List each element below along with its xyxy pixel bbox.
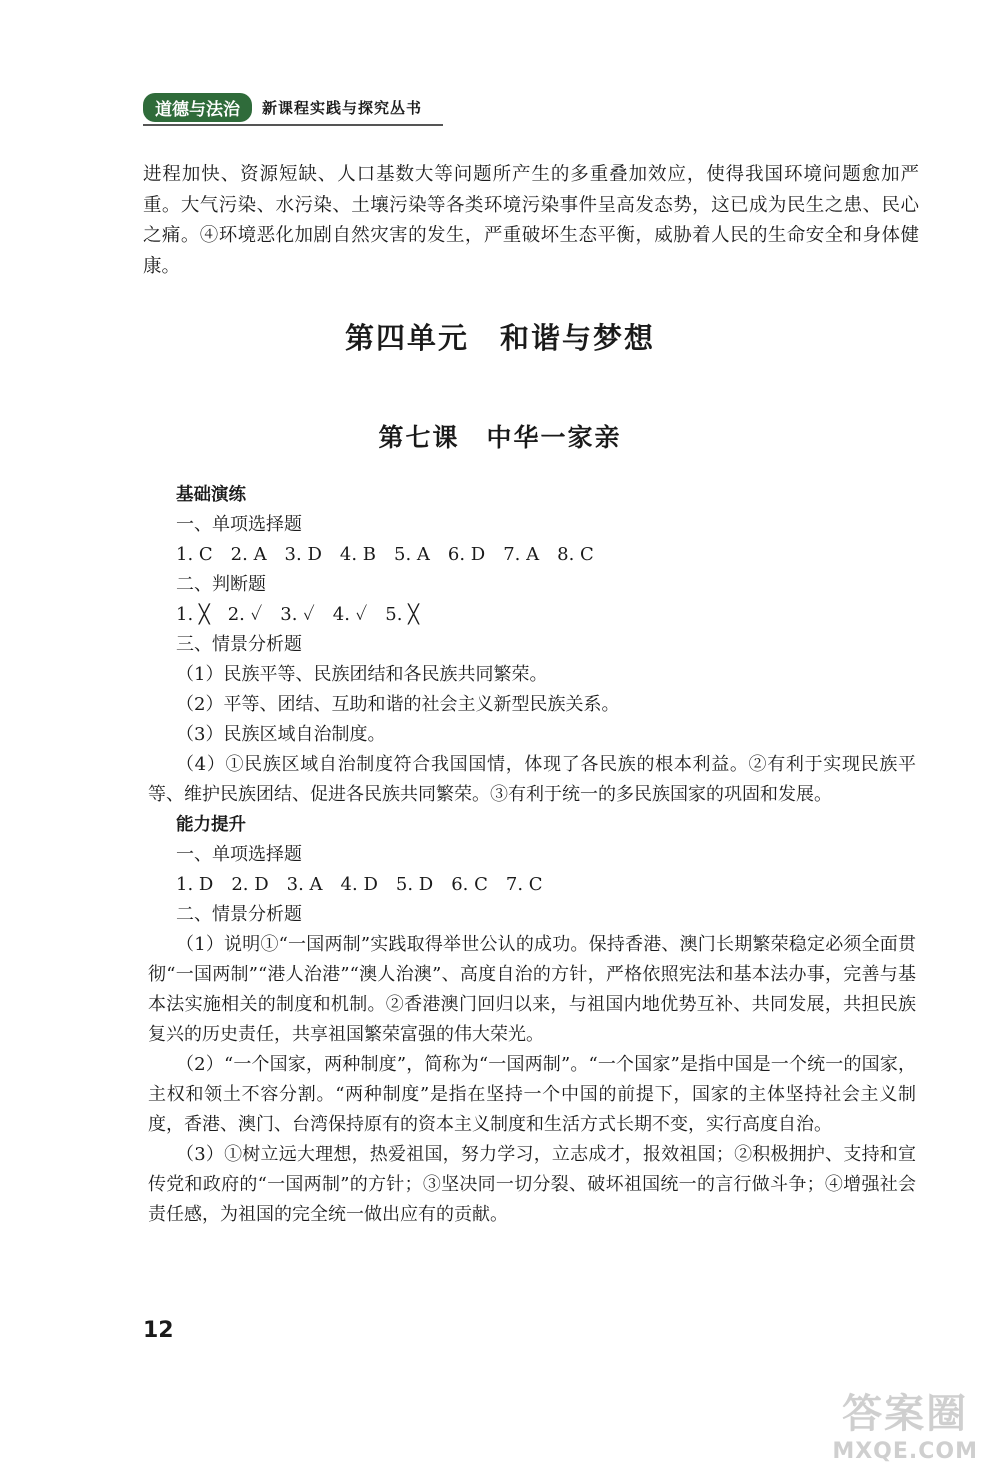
page-number: 12 <box>143 1318 174 1343</box>
answer-line: 1. C 2. A 3. D 4. B 5. A 6. D 7. A 8. C <box>176 544 594 565</box>
series-title: 新课程实践与探究丛书 <box>262 98 423 117</box>
question-title: 一、单项选择题 <box>176 514 302 535</box>
lesson-title: 第七课 中华一家亲 <box>378 423 622 452</box>
subject-badge: 道德与法治 <box>143 93 252 122</box>
question-title: 三、情景分析题 <box>176 634 302 655</box>
question-title: 二、判断题 <box>176 574 266 595</box>
watermark-logo <box>832 1382 978 1464</box>
answer-line: 1. D 2. D 3. A 4. D 5. D 6. C 7. C <box>176 874 543 895</box>
section-heading-basic: 基础演练 <box>176 485 246 505</box>
answer-item: （3）①树立远大理想，热爱祖国，努力学习，立志成才，报效祖国；②积极拥护、支持和宣传党和政府的“一国两制”的方针；③坚决同一切分裂、破坏祖国统一的言行做斗争；④增强社会责任感，为祖国的完全统一做出应有的贡献。 <box>148 1144 916 1225</box>
question-title: 二、情景分析题 <box>176 904 302 925</box>
header-divider <box>143 124 443 126</box>
answer-item: （2）“一个国家，两种制度”，简称为“一国两制”。“一个国家”是指中国是一个统一的国家，主权和领土不容分割。“两种制度”是指在坚持一个中国的前提下，国家的主体坚持社会主义制度，香港、澳门、台湾保持原有的资本主义制度和生活方式长期不变，实行高度自治。 <box>148 1054 916 1135</box>
answer-item: （4）①民族区域自治制度符合我国国情，体现了各民族的根本利益。②有利于实现民族平等、维护民族团结、促进各民族共同繁荣。③有利于统一的多民族国家的巩固和发展。 <box>148 754 916 805</box>
answer-content <box>148 480 916 1230</box>
answer-item: （1）说明①“一国两制”实践取得举世公认的成功。保持香港、澳门长期繁荣稳定必须全面贯彻“一国两制”“港人治港”“澳人治澳”、高度自治的方针，严格依照宪法和基本法办事，完善与基本法实施相关的制度和机制。②香港澳门回归以来，与祖国内地优势互补、共同发展，共担民族复兴的历史责任，共享祖国繁荣富强的伟大荣光。 <box>148 934 916 1045</box>
watermark-bottom: MXQE.COM <box>832 1439 978 1464</box>
answer-item: （2）平等、团结、互助和谐的社会主义新型民族关系。 <box>176 694 620 715</box>
unit-title: 第四单元 和谐与梦想 <box>344 321 655 355</box>
section-heading-advanced: 能力提升 <box>176 815 246 835</box>
answer-item: （1）民族平等、民族团结和各民族共同繁荣。 <box>176 664 548 685</box>
running-header <box>143 92 422 122</box>
question-title: 一、单项选择题 <box>176 844 302 865</box>
answer-line: 1. ╳ 2. ✓ 3. ✓ 4. ✓ 5. ╳ <box>176 604 419 625</box>
intro-paragraph: 进程加快、资源短缺、人口基数大等问题所产生的多重叠加效应，使得我国环境问题愈加严重。大气污染、水污染、土壤污染等各类环境污染事件呈高发态势，这已成为民生之患、民心之痛。④环境恶化加剧自然灾害的发生，严重破坏生态平衡，威胁着人民的生命安全和身体健康。 <box>143 164 919 277</box>
watermark-top: 答案圈 <box>842 1391 969 1437</box>
answer-item: （3）民族区域自治制度。 <box>176 724 386 745</box>
